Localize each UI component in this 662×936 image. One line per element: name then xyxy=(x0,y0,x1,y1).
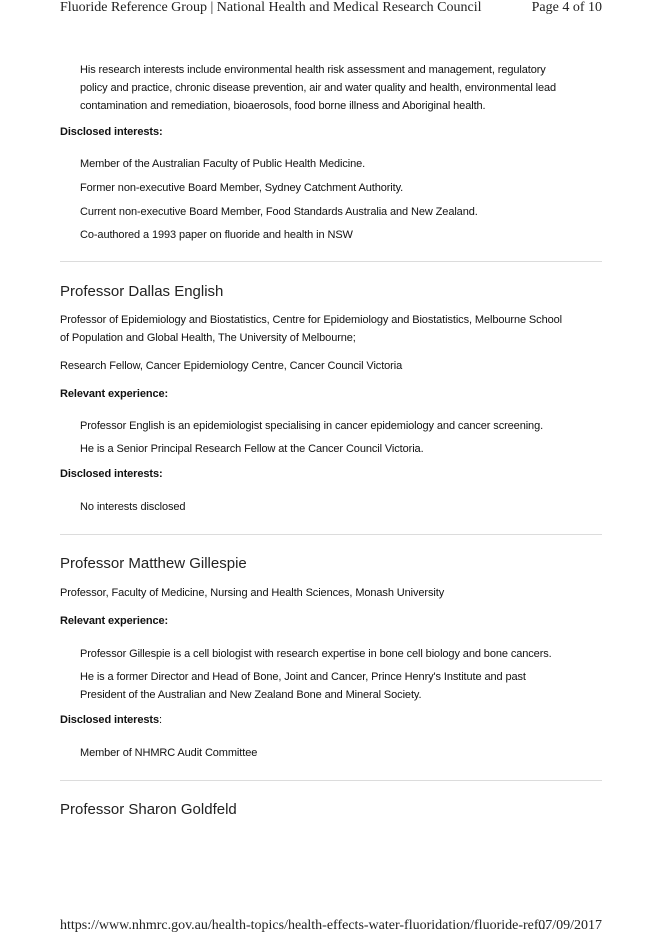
experience-item: Professor English is an epidemiologist specialising in cancer epidemiology and cancer screening. xyxy=(80,420,544,432)
disclosed-interest-item: Co-authored a 1993 paper on fluoride and health in NSW xyxy=(80,229,353,241)
disclosed-interest-item: Member of NHMRC Audit Committee xyxy=(80,747,258,759)
research-interests-line: contamination and remediation, bioaerosols, food borne illness and Aboriginal health. xyxy=(80,100,486,112)
page-number: Page 4 of 10 xyxy=(531,0,602,15)
disclosed-interests-colon: : xyxy=(158,714,162,726)
member-name-goldfeld: Professor Sharon Goldfeld xyxy=(60,801,237,818)
section-divider xyxy=(60,534,602,535)
experience-item: He is a former Director and Head of Bone, Joint and Cancer, Prince Henry's Institute and past xyxy=(80,671,526,683)
disclosed-interests-label-text: Disclosed interests xyxy=(60,714,159,726)
member-position-line: Professor of Epidemiology and Biostatistics, Centre for Epidemiology and Biostatistics, Melbourne School xyxy=(60,314,562,326)
member-position-line: Research Fellow, Cancer Epidemiology Centre, Cancer Council Victoria xyxy=(60,360,403,372)
section-divider xyxy=(60,780,602,781)
disclosed-interest-item: Former non-executive Board Member, Sydney Catchment Authority. xyxy=(80,182,404,194)
footer-url: https://www.nhmrc.gov.au/health-topics/health-effects-water-fluoridation/fluoride-ref... xyxy=(60,918,550,933)
section-divider xyxy=(60,261,602,262)
disclosed-interests-label: Disclosed interests: xyxy=(60,126,163,138)
relevant-experience-label: Relevant experience: xyxy=(60,615,169,627)
footer-date: 07/09/2017 xyxy=(538,918,602,933)
disclosed-interest-item: No interests disclosed xyxy=(80,501,186,513)
disclosed-interests-label: Disclosed interests: xyxy=(60,468,163,480)
header-title: Fluoride Reference Group | National Health and Medical Research Council xyxy=(60,0,482,15)
disclosed-interest-item: Member of the Australian Faculty of Public Health Medicine. xyxy=(80,158,366,170)
page-footer xyxy=(60,918,602,936)
experience-item: President of the Australian and New Zealand Bone and Mineral Society. xyxy=(80,689,422,701)
member-position-line: Professor, Faculty of Medicine, Nursing and Health Sciences, Monash University xyxy=(60,587,445,599)
member-position-line: of Population and Global Health, The University of Melbourne; xyxy=(60,332,356,344)
experience-item: Professor Gillespie is a cell biologist with research expertise in bone cell biology and bone cancers. xyxy=(80,648,552,660)
research-interests-line: policy and practice, chronic disease prevention, air and water quality and health, environmental lead xyxy=(80,82,557,94)
member-name-english: Professor Dallas English xyxy=(60,283,224,300)
research-interests-line: His research interests include environmental health risk assessment and management, regulatory xyxy=(80,64,546,76)
page-header xyxy=(60,0,602,20)
disclosed-interest-item: Current non-executive Board Member, Food Standards Australia and New Zealand. xyxy=(80,206,478,218)
disclosed-interests-label xyxy=(60,711,162,729)
relevant-experience-label: Relevant experience: xyxy=(60,388,169,400)
experience-item: He is a Senior Principal Research Fellow at the Cancer Council Victoria. xyxy=(80,443,424,455)
member-name-gillespie: Professor Matthew Gillespie xyxy=(60,555,247,572)
